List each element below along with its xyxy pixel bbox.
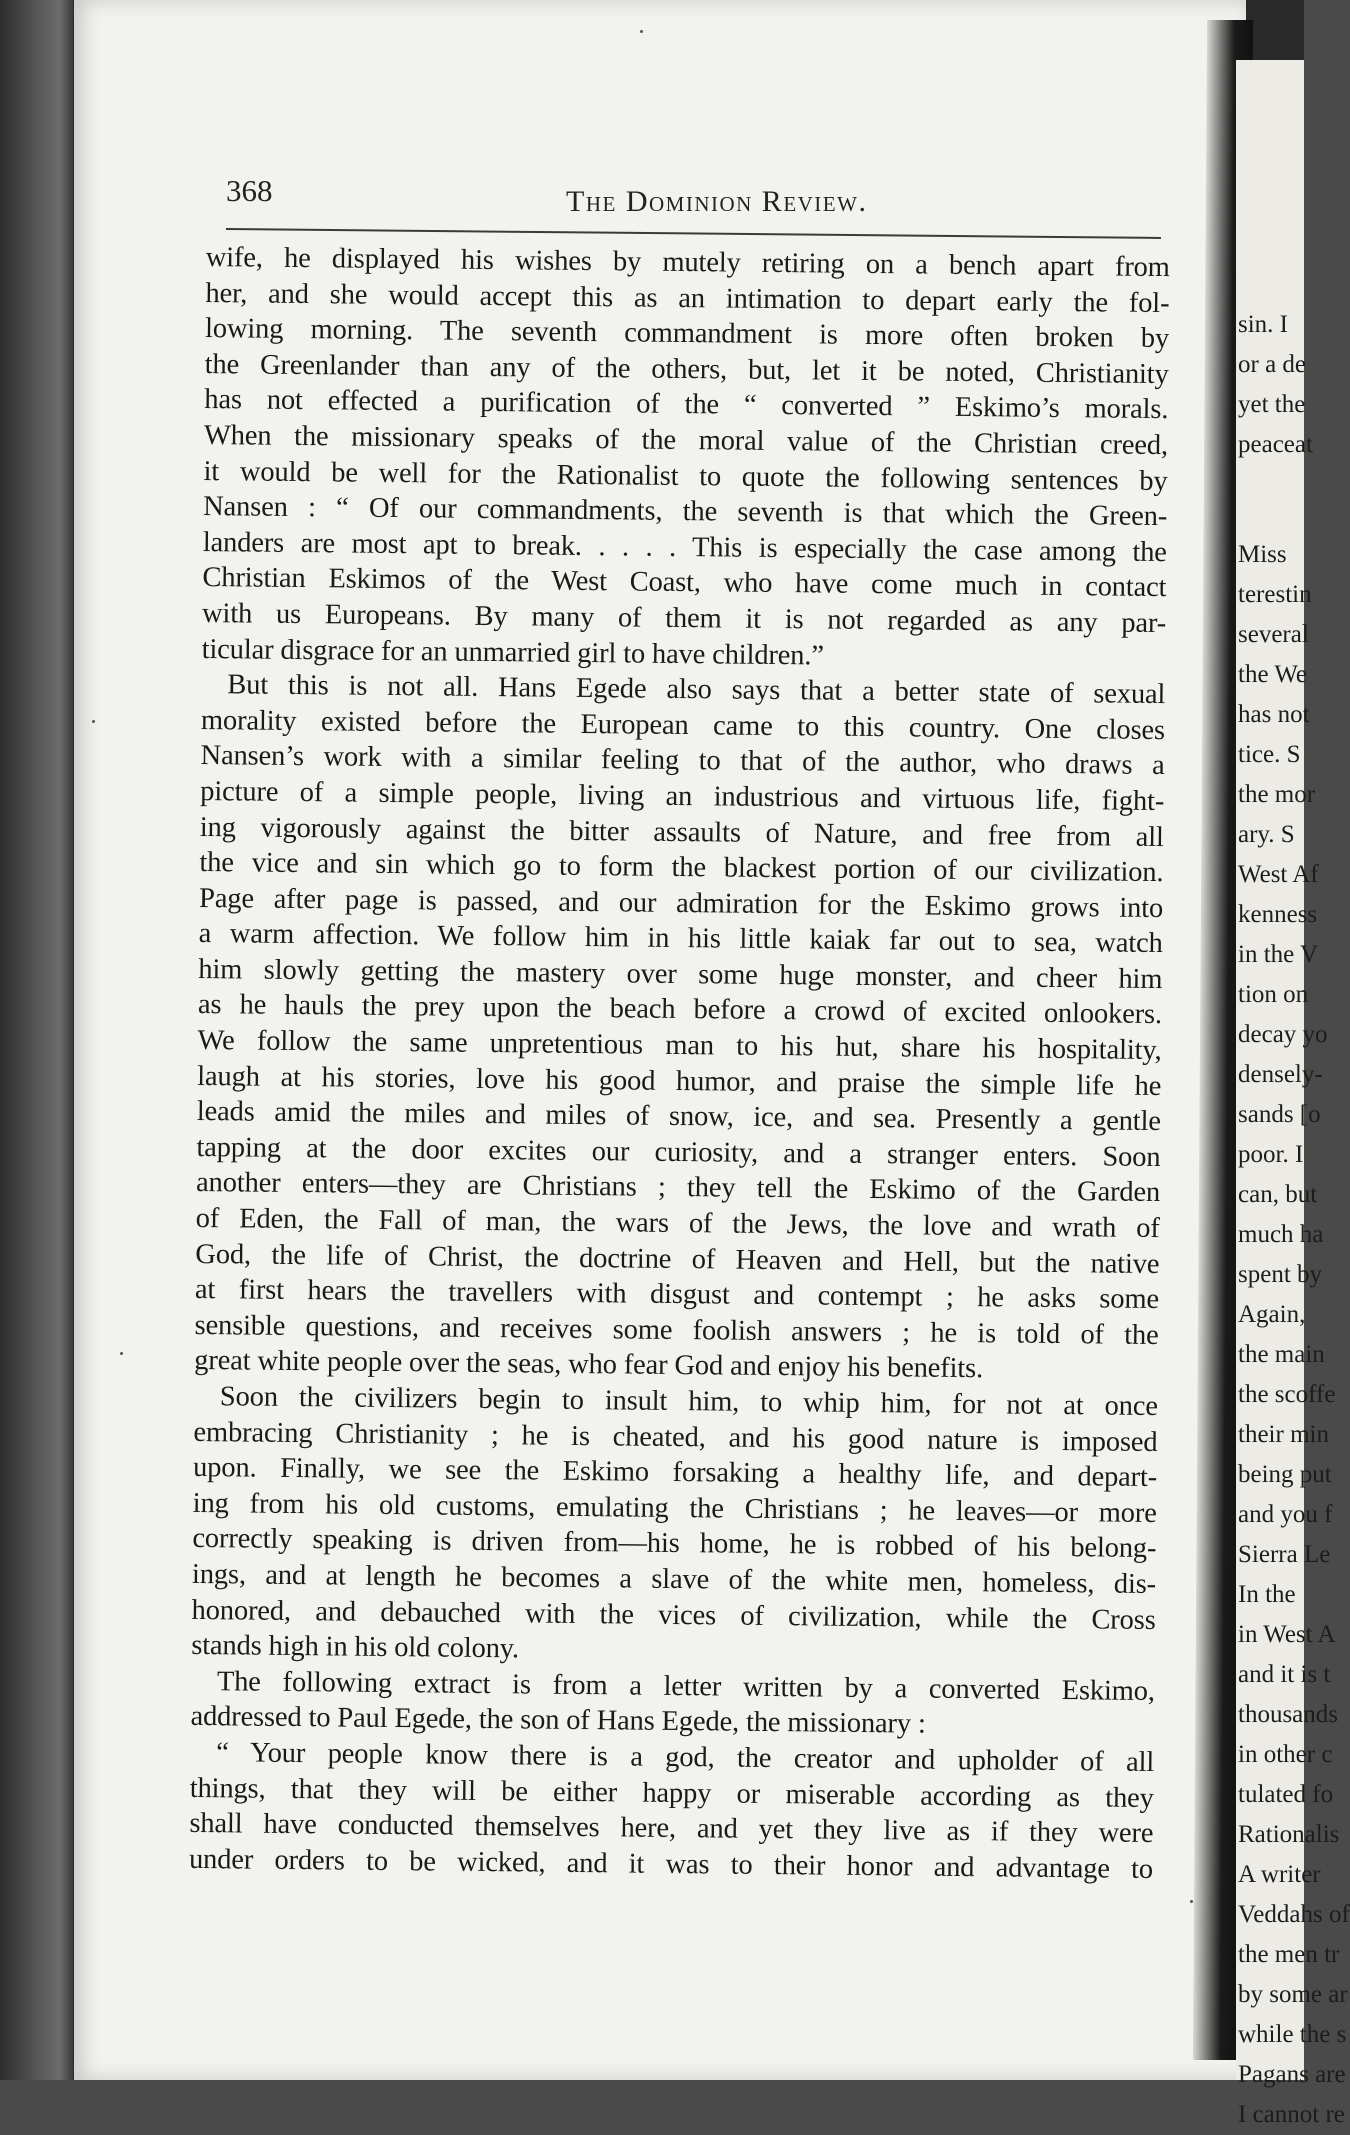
facing-page-fragment: tice. S bbox=[1238, 741, 1301, 768]
facing-page-fragment: Pagans are bbox=[1238, 2061, 1346, 2088]
text-line: ing from his old customs, emulating the Christians ; he leaves—or more bbox=[192, 1487, 1157, 1529]
text-line: him slowly getting the mastery over some huge monster, and cheer him bbox=[198, 953, 1163, 995]
facing-page-fragment: while the s bbox=[1238, 2021, 1347, 2048]
text-line: We follow the same unpretentious man to his hut, share his hospitality, bbox=[197, 1025, 1162, 1067]
facing-page-fragment: the main bbox=[1238, 1341, 1325, 1368]
facing-page-fragment: in other c bbox=[1238, 1741, 1333, 1768]
facing-page-fragment: In the bbox=[1238, 1581, 1296, 1608]
running-title: The Dominion Review. bbox=[566, 185, 868, 218]
text-line: with us Europeans. By many of them it is not regarded as any par- bbox=[201, 597, 1167, 640]
text-line: her, and she would accept this as an intimation to depart early the fol- bbox=[205, 277, 1170, 319]
facing-page-fragment: West Af bbox=[1238, 861, 1319, 888]
facing-page-fragment: decay yo bbox=[1238, 1021, 1328, 1048]
text-line: landers are most apt to break. . . . . This is especially the case among the bbox=[202, 526, 1167, 568]
facing-page-fragment: thousands bbox=[1238, 1701, 1338, 1728]
page-number: 368 bbox=[226, 173, 273, 208]
facing-page-fragment: spent by bbox=[1238, 1261, 1323, 1288]
text-line: leads amid the miles and miles of snow, ice, and sea. Presently a gentle bbox=[196, 1096, 1161, 1138]
facing-page-fragment: kenness bbox=[1238, 901, 1318, 928]
text-line: another enters—they are Christians ; they tell the Eskimo of the Garden bbox=[195, 1167, 1161, 1209]
facing-page-fragment: can, but bbox=[1238, 1181, 1318, 1208]
text-line: Christian Eskimos of the West Coast, who have come much in contact bbox=[202, 562, 1167, 604]
text-line: wife, he displayed his wishes by mutely retiring on a bench apart from bbox=[205, 241, 1170, 284]
text-line: ing vigorously against the bitter assaults of Nature, and free from all bbox=[199, 811, 1164, 853]
text-line: ticular disgrace for an unmarried girl to have children.” bbox=[201, 633, 824, 672]
facing-page-fragment: Veddahs of bbox=[1238, 1901, 1350, 1928]
text-line: picture of a simple people, living an industrious and virtuous life, fight- bbox=[200, 775, 1165, 817]
facing-page-fragment: tulated fo bbox=[1238, 1781, 1334, 1808]
page-header bbox=[226, 165, 1146, 225]
facing-page-fragment: terestin bbox=[1238, 581, 1312, 608]
text-line: it would be well for the Rationalist to quote the following sentences by bbox=[203, 455, 1168, 497]
facing-page-fragment: much ha bbox=[1238, 1221, 1324, 1248]
facing-page-fragment: the scoffe bbox=[1238, 1381, 1336, 1408]
text-line: correctly speaking is driven from—his home, he is robbed of his belong- bbox=[192, 1523, 1157, 1565]
text-line: the vice and sin which go to form the blackest portion of our civilization. bbox=[199, 847, 1164, 889]
facing-page-fragment: peaceat bbox=[1238, 431, 1313, 458]
text-line: Soon the civilizers begin to insult him, to whip him, for not at once bbox=[219, 1381, 1158, 1423]
facing-page-fragment: the men tr bbox=[1238, 1941, 1340, 1968]
facing-page-fragment: by some ar bbox=[1238, 1981, 1348, 2008]
facing-page-fragment: Again, bbox=[1238, 1301, 1306, 1328]
text-line: embracing Christianity ; he is cheated, and his good nature is imposed bbox=[193, 1416, 1158, 1458]
facing-page-fragment: Rationalis bbox=[1238, 1821, 1340, 1848]
body-text bbox=[189, 240, 1170, 1887]
facing-page-fragment: or a de bbox=[1238, 351, 1307, 378]
facing-page-fragment: densely- bbox=[1238, 1061, 1323, 1088]
text-line: sensible questions, and receives some foolish answers ; he is told of the bbox=[194, 1309, 1159, 1351]
facing-page-fragment: tion on bbox=[1238, 981, 1309, 1008]
facing-page-fragment: in West A bbox=[1238, 1621, 1336, 1648]
facing-page-fragment: Miss bbox=[1238, 541, 1287, 568]
facing-page-fragment: the We bbox=[1238, 661, 1308, 688]
text-line: has not effected a purification of the “ converted ” Eskimo’s morals. bbox=[204, 384, 1169, 426]
text-line: lowing morning. The seventh commandment is more often broken by bbox=[204, 313, 1170, 355]
facing-page-fragment: ary. S bbox=[1238, 821, 1295, 848]
facing-page-fragment: sands [o bbox=[1238, 1101, 1321, 1128]
text-line: When the missionary speaks of the moral value of the Christian creed, bbox=[203, 419, 1169, 462]
text-line: a warm affection. We follow him in his little kaiak far out to sea, watch bbox=[198, 918, 1163, 960]
text-line: upon. Finally, we see the Eskimo forsaking a healthy life, and depart- bbox=[192, 1452, 1158, 1494]
text-line: under orders to be wicked, and it was to their honor and advantage to bbox=[188, 1843, 1154, 1885]
text-line: honored, and debauched with the vices of civilization, while the Cross bbox=[191, 1594, 1156, 1636]
text-line: great white people over the seas, who fear God and enjoy his benefits. bbox=[194, 1345, 984, 1385]
text-line: at first hears the travellers with disgust and contempt ; he asks some bbox=[194, 1274, 1160, 1316]
facing-page-fragment: in the V bbox=[1238, 941, 1319, 968]
text-line: tapping at the door excites our curiosity, and a stranger enters. Soon bbox=[196, 1131, 1161, 1173]
text-line: Nansen’s work with a similar feeling to that of the author, who draws a bbox=[200, 740, 1165, 782]
text-line: morality existed before the European came to this country. One closes bbox=[200, 704, 1166, 746]
facing-page-fragment: their min bbox=[1238, 1421, 1329, 1448]
text-line: But this is not all. Hans Egede also says that a better state of sexual bbox=[227, 669, 1166, 711]
facing-page-fragment: and you f bbox=[1238, 1501, 1333, 1528]
facing-page-edge bbox=[1236, 60, 1350, 2128]
facing-page-fragment: the mor bbox=[1238, 781, 1316, 808]
facing-page-fragment: has not bbox=[1238, 701, 1310, 728]
text-line: of Eden, the Fall of man, the wars of the Jews, the love and wrath of bbox=[195, 1202, 1160, 1245]
facing-page-fragment: Sierra Le bbox=[1238, 1541, 1331, 1568]
text-line: stands high in his old colony. bbox=[191, 1630, 520, 1665]
text-line: ings, and at length he becomes a slave of the white men, homeless, dis- bbox=[191, 1558, 1157, 1600]
text-line: “ Your people know there is a god, the creator and upholder of all bbox=[215, 1737, 1155, 1778]
facing-page-fragment: I cannot re bbox=[1238, 2101, 1345, 2128]
text-line: shall have conducted themselves here, and yet they live as if they were bbox=[189, 1808, 1154, 1850]
text-line: Page after page is passed, and our admiration for the Eskimo grows into bbox=[198, 882, 1164, 924]
facing-page-fragment: sin. I bbox=[1238, 311, 1288, 338]
facing-page-fragment: and it is t bbox=[1238, 1661, 1331, 1688]
text-line: God, the life of Christ, the doctrine of Heaven and Hell, but the native bbox=[195, 1238, 1160, 1280]
text-line: addressed to Paul Egede, the son of Hans Egede, the missionary : bbox=[190, 1701, 926, 1740]
facing-page-fragment: yet the bbox=[1238, 391, 1306, 418]
facing-page-fragment: poor. I bbox=[1238, 1141, 1304, 1168]
text-line: The following extract is from a letter written by a converted Eskimo, bbox=[216, 1665, 1156, 1707]
text-line: laugh at his stories, love his good humor, and praise the simple life he bbox=[197, 1060, 1162, 1102]
text-line: Nansen : “ Of our commandments, the seventh is that which the Green- bbox=[203, 491, 1168, 533]
facing-page-fragment: A writer bbox=[1238, 1861, 1321, 1888]
text-line: things, that they will be either happy or miserable according as they bbox=[189, 1772, 1154, 1814]
text-line: the Greenlander than any of the others, but, let it be noted, Christianity bbox=[204, 348, 1169, 390]
facing-page-fragment: being put bbox=[1238, 1461, 1332, 1488]
text-line: as he hauls the prey upon the beach before a crowd of excited onlookers. bbox=[197, 989, 1163, 1031]
facing-page-fragment: several bbox=[1238, 621, 1309, 648]
